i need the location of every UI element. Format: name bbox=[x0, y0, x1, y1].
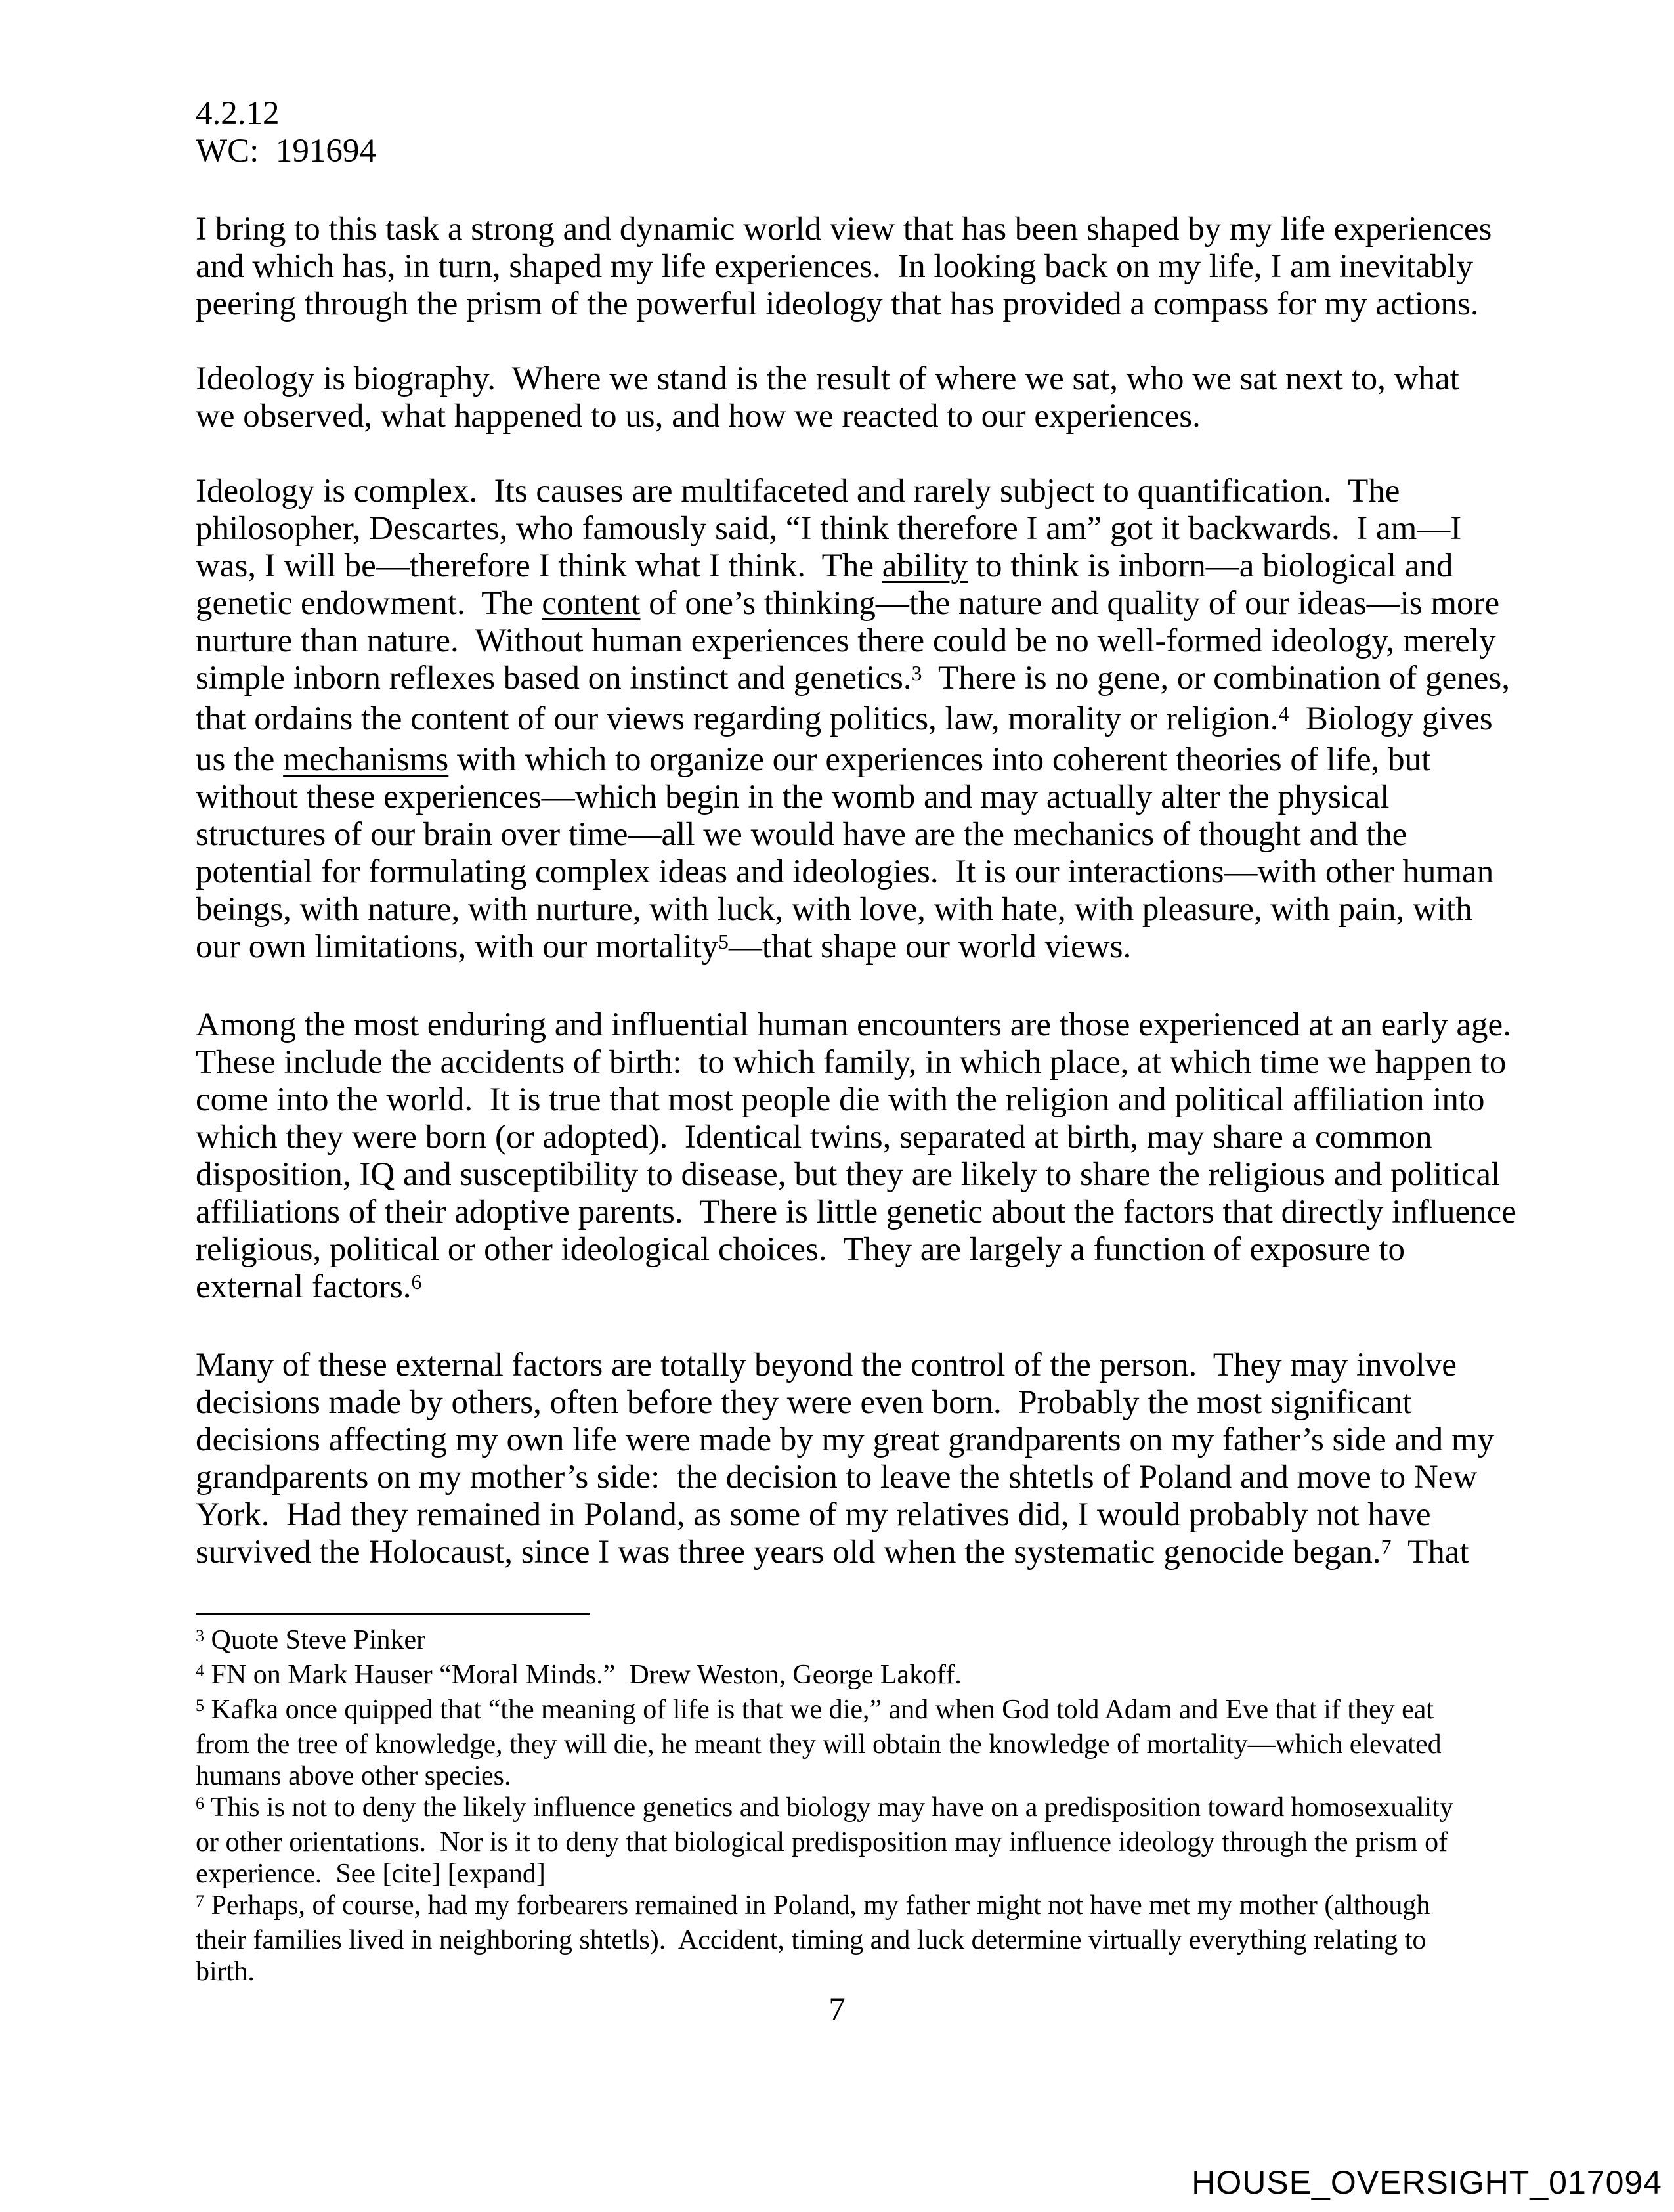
text-line bbox=[196, 928, 1482, 969]
text-run: Kafka once quipped that “the meaning of life is that we die,” and when God told Adam and Eve that if they eat bbox=[204, 1695, 1434, 1725]
text-run: of one’s thinking—the nature and quality of our ideas—is more bbox=[640, 585, 1500, 622]
text-run: Quote Steve Pinker bbox=[204, 1625, 426, 1655]
text-run: without these experiences—which begin in the womb and may actually alter the physical bbox=[196, 779, 1390, 815]
text-run: ability bbox=[882, 548, 968, 584]
text-line bbox=[196, 1119, 1482, 1156]
text-line bbox=[196, 779, 1482, 816]
footnote-separator bbox=[196, 1613, 590, 1615]
text-line bbox=[196, 360, 1482, 398]
text-line bbox=[196, 1231, 1482, 1269]
text-run: —that shape our world views. bbox=[728, 928, 1132, 965]
text-run: simple inborn reflexes based on instinct and genetics. bbox=[196, 660, 912, 697]
text-line bbox=[196, 548, 1482, 585]
bates-stamp: HOUSE_OVERSIGHT_017094 bbox=[1191, 2164, 1662, 2201]
text-run: experience. See [cite] [expand] bbox=[196, 1859, 546, 1889]
text-run: was, I will be—therefore I think what I think. The bbox=[196, 548, 882, 584]
text-line bbox=[196, 1827, 1502, 1858]
text-line bbox=[196, 1890, 1502, 1924]
text-line bbox=[196, 1694, 1502, 1729]
text-line bbox=[196, 1956, 1502, 1987]
text-line bbox=[196, 248, 1482, 286]
text-line bbox=[196, 585, 1500, 622]
text-line bbox=[196, 1729, 1502, 1760]
footnote bbox=[196, 1792, 1502, 1890]
text-line bbox=[196, 1347, 1482, 1384]
text-run: external factors. bbox=[196, 1269, 412, 1305]
text-line bbox=[196, 1194, 1516, 1231]
text-run: I bring to this task a strong and dynamic world view that has been shaped by my life experiences bbox=[196, 211, 1492, 248]
text-line bbox=[196, 1792, 1502, 1827]
text-line bbox=[196, 660, 1510, 701]
footnote-reference: 5 bbox=[196, 1696, 205, 1716]
text-run: FN on Mark Hauser “Moral Minds.” Drew Weston, George Lakoff. bbox=[204, 1660, 962, 1690]
text-run: from the tree of knowledge, they will die, he meant they will obtain the knowledge of mortality—which elevated bbox=[196, 1729, 1442, 1760]
page-number: 7 bbox=[828, 1991, 846, 2028]
text-run: and which has, in turn, shaped my life experiences. In looking back on my life, I am inevitably bbox=[196, 248, 1473, 285]
text-line bbox=[196, 1858, 1502, 1890]
text-run: structures of our brain over time—all we would have are the mechanics of thought and the bbox=[196, 816, 1407, 853]
text-line bbox=[196, 1269, 1482, 1309]
text-run: which they were born (or adopted). Identical twins, separated at birth, may share a common bbox=[196, 1119, 1432, 1156]
text-run: York. Had they remained in Poland, as some of my relatives did, I would probably not have bbox=[196, 1496, 1431, 1533]
paragraph bbox=[196, 473, 1510, 969]
text-run: decisions affecting my own life were made by my great grandparents on my father’s side and my bbox=[196, 1421, 1495, 1458]
footnote-reference: 7 bbox=[196, 1892, 205, 1911]
text-run: nurture than nature. Without human experiences there could be no well-formed ideology, merely bbox=[196, 622, 1496, 659]
footnotes bbox=[196, 1624, 1502, 1987]
header-word-count: WC: 191694 bbox=[196, 133, 376, 169]
footnote-reference: 4 bbox=[196, 1661, 205, 1681]
footnote bbox=[196, 1659, 1502, 1694]
text-run: There is no gene, or combination of genes, bbox=[922, 660, 1510, 697]
text-run: religious, political or other ideological choices. They are largely a function of exposure to bbox=[196, 1231, 1406, 1268]
footnote bbox=[196, 1624, 1502, 1659]
paragraph bbox=[196, 1007, 1516, 1309]
text-run: decisions made by others, often before they were even born. Probably the most significant bbox=[196, 1384, 1412, 1421]
text-run: These include the accidents of birth: to which family, in which place, at which time we happen to bbox=[196, 1044, 1507, 1081]
text-line bbox=[196, 1534, 1482, 1574]
text-run: their families lived in neighboring shtetls). Accident, timing and luck determine virtually everything relating to bbox=[196, 1925, 1427, 1955]
text-run: humans above other species. bbox=[196, 1761, 511, 1791]
text-line bbox=[196, 1760, 1502, 1792]
text-run: Among the most enduring and influential human encounters are those experienced at an early age. bbox=[196, 1007, 1511, 1043]
text-run: or other orientations. Nor is it to deny that biological predisposition may influence ideology through the prism of bbox=[196, 1827, 1448, 1857]
text-line bbox=[196, 622, 1496, 660]
text-run: survived the Holocaust, since I was three years old when the systematic genocide began. bbox=[196, 1534, 1381, 1571]
text-line bbox=[196, 1421, 1495, 1459]
text-line bbox=[196, 1496, 1482, 1534]
text-run: mechanisms bbox=[283, 741, 449, 778]
text-run: us the bbox=[196, 741, 284, 778]
text-run: with which to organize our experiences into coherent theories of life, but bbox=[448, 741, 1431, 778]
footnote-reference: 4 bbox=[1278, 702, 1289, 726]
text-run: come into the world. It is true that most people die with the religion and political affiliation into bbox=[196, 1081, 1485, 1118]
text-run: our own limitations, with our mortality bbox=[196, 928, 719, 965]
text-run: beings, with nature, with nurture, with luck, with love, with hate, with pleasure, with pain, with bbox=[196, 891, 1472, 928]
footnote-reference: 3 bbox=[911, 661, 922, 685]
text-run: birth. bbox=[196, 1957, 255, 1987]
text-run: Biology gives bbox=[1289, 701, 1493, 737]
text-run: content bbox=[542, 585, 641, 622]
text-run: disposition, IQ and susceptibility to disease, but they are likely to share the religious and political bbox=[196, 1156, 1501, 1193]
document-header bbox=[196, 95, 376, 170]
footnote-reference: 3 bbox=[196, 1626, 205, 1646]
footnote-reference: 6 bbox=[196, 1794, 205, 1813]
footnote bbox=[196, 1890, 1502, 1987]
text-line bbox=[196, 891, 1482, 928]
footnote-reference: 7 bbox=[1381, 1535, 1392, 1559]
text-run: potential for formulating complex ideas and ideologies. It is our interactions—with other human bbox=[196, 854, 1494, 890]
text-run: Many of these external factors are totally beyond the control of the person. They may involve bbox=[196, 1347, 1457, 1383]
text-line bbox=[196, 473, 1482, 510]
text-line bbox=[196, 286, 1482, 323]
footnote-reference: 6 bbox=[411, 1270, 422, 1293]
text-line bbox=[196, 211, 1492, 248]
footnote bbox=[196, 1694, 1502, 1792]
paragraph bbox=[196, 211, 1492, 323]
text-line bbox=[196, 1624, 1502, 1659]
text-line bbox=[196, 1459, 1482, 1496]
text-line bbox=[196, 510, 1482, 548]
text-run: philosopher, Descartes, who famously said, “I think therefore I am” got it backwards. I am—I bbox=[196, 510, 1462, 547]
text-run: peering through the prism of the powerful ideology that has provided a compass for my actions. bbox=[196, 286, 1479, 322]
text-run: that ordains the content of our views regarding politics, law, morality or religion. bbox=[196, 701, 1279, 737]
text-run: Ideology is complex. Its causes are multifaceted and rarely subject to quantification. The bbox=[196, 473, 1400, 510]
text-run: affiliations of their adoptive parents. There is little genetic about the factors that directly influence bbox=[196, 1194, 1516, 1230]
text-run: Perhaps, of course, had my forbearers remained in Poland, my father might not have met my mother (although bbox=[204, 1890, 1430, 1920]
text-run: This is not to deny the likely influence genetics and biology may have on a predisposition toward homosexuality bbox=[204, 1792, 1453, 1823]
text-run: we observed, what happened to us, and how we reacted to our experiences. bbox=[196, 398, 1201, 435]
text-run: Ideology is biography. Where we stand is the result of where we sat, who we sat next to, what bbox=[196, 360, 1459, 397]
text-line bbox=[196, 1044, 1507, 1081]
footnote-reference: 5 bbox=[718, 930, 729, 953]
text-line bbox=[196, 816, 1482, 854]
text-line bbox=[196, 398, 1482, 435]
text-line bbox=[196, 741, 1482, 779]
text-line bbox=[196, 1659, 1502, 1694]
text-line bbox=[196, 1007, 1511, 1044]
text-run: grandparents on my mother’s side: the decision to leave the shtetls of Poland and move to New bbox=[196, 1459, 1478, 1496]
text-line bbox=[196, 1156, 1501, 1194]
paragraph bbox=[196, 360, 1482, 435]
body-text bbox=[196, 211, 1516, 1612]
text-line bbox=[196, 1081, 1485, 1119]
text-line bbox=[196, 1384, 1482, 1421]
text-line bbox=[196, 701, 1493, 741]
paragraph bbox=[196, 1347, 1495, 1574]
text-line bbox=[196, 1924, 1502, 1956]
text-run: That bbox=[1391, 1534, 1469, 1571]
text-line bbox=[196, 854, 1494, 891]
text-run: genetic endowment. The bbox=[196, 585, 542, 622]
text-run: to think is inborn—a biological and bbox=[968, 548, 1453, 584]
header-date: 4.2.12 bbox=[196, 95, 280, 132]
